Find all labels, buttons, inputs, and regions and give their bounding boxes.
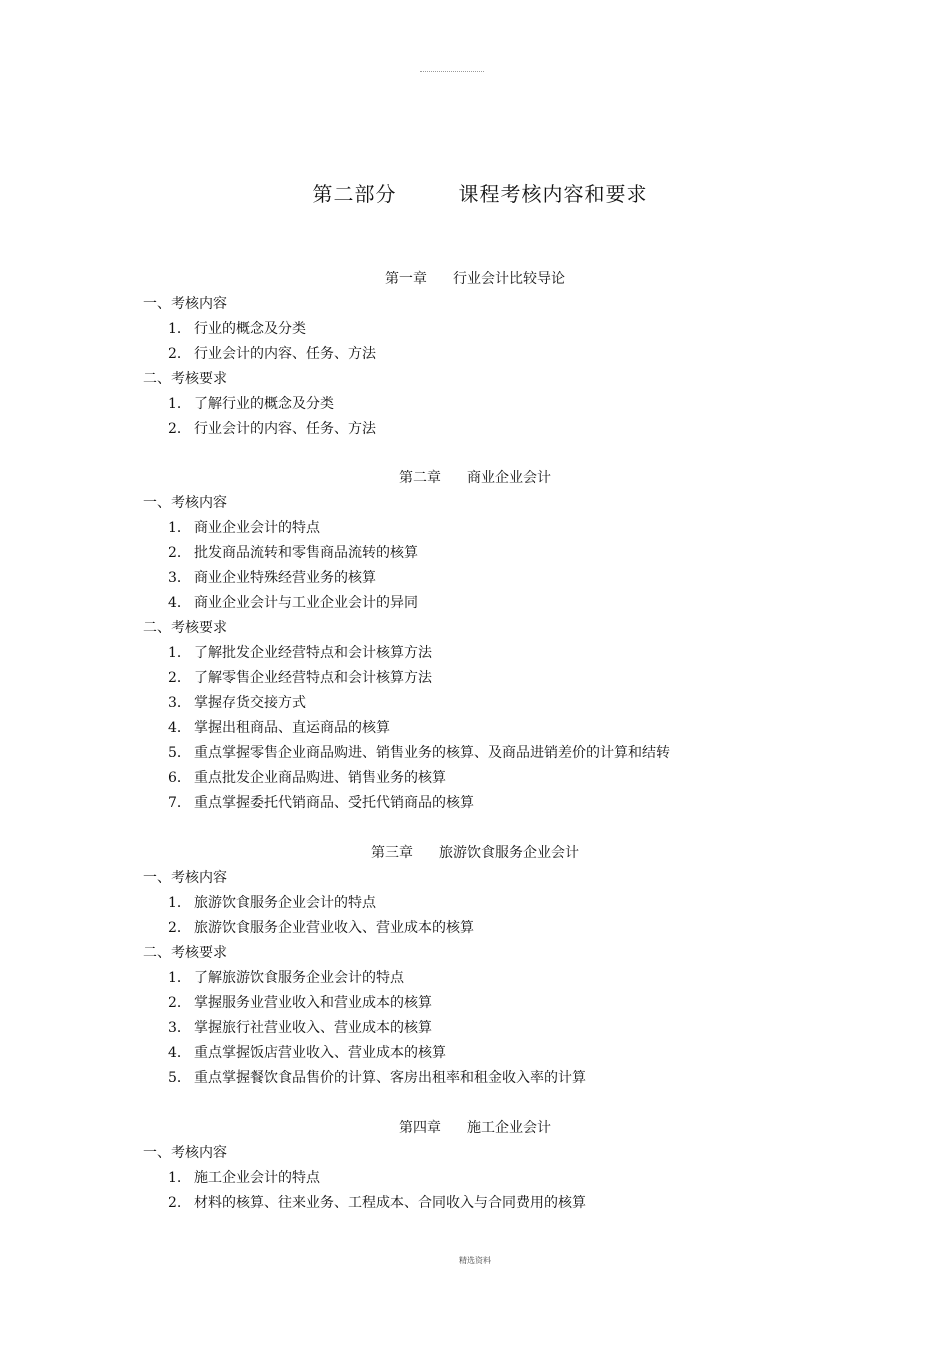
list-item-text: 重点掌握委托代销商品、受托代销商品的核算: [194, 795, 474, 811]
list-item-text: 了解行业的概念及分类: [194, 396, 334, 412]
list-item: [168, 769, 446, 787]
list-item-text: 掌握存货交接方式: [194, 695, 306, 711]
list-item: [168, 694, 306, 712]
list-item-text: 行业会计的内容、任务、方法: [194, 421, 376, 437]
list-item-number: 3．: [168, 1020, 191, 1036]
part-name: 课程考核内容和要求: [458, 182, 648, 206]
section-heading: 一、考核内容: [143, 495, 227, 511]
list-item: [168, 1169, 320, 1187]
list-item: [168, 1194, 586, 1212]
list-item-text: 重点掌握饭店营业收入、营业成本的核算: [194, 1045, 446, 1061]
list-item: [168, 794, 474, 812]
list-item-text: 商业企业会计与工业企业会计的异同: [194, 595, 418, 611]
chapter-title: 商业企业会计: [467, 470, 551, 486]
list-item-number: 3．: [168, 695, 191, 711]
header-dotted-rule: [420, 71, 484, 72]
list-item-text: 施工企业会计的特点: [194, 1170, 320, 1186]
list-item-number: 4．: [168, 1045, 191, 1061]
chapter-label: 第三章: [371, 845, 413, 861]
list-item-text: 掌握旅行社营业收入、营业成本的核算: [194, 1020, 432, 1036]
list-item-number: 1．: [168, 321, 191, 337]
list-item: [168, 345, 376, 363]
list-item-text: 重点掌握零售企业商品购进、销售业务的核算、及商品进销差价的计算和结转: [194, 745, 670, 761]
list-item-number: 5．: [168, 745, 191, 761]
list-item-text: 重点掌握餐饮食品售价的计算、客房出租率和租金收入率的计算: [194, 1070, 586, 1086]
list-item-number: 1．: [168, 396, 191, 412]
list-item-number: 2．: [168, 670, 191, 686]
list-item: [168, 644, 432, 662]
list-item: [168, 519, 320, 537]
list-item: [168, 569, 376, 587]
section-heading: 二、考核要求: [143, 620, 227, 636]
list-item: [168, 894, 376, 912]
section-heading: 一、考核内容: [143, 1145, 227, 1161]
list-item-number: 3．: [168, 570, 191, 586]
chapter-label: 第二章: [399, 470, 441, 486]
list-item-number: 1.: [168, 1170, 182, 1186]
list-item-number: 1．: [168, 970, 191, 986]
list-item-number: 1．: [168, 645, 191, 661]
list-item-number: 2．: [168, 421, 191, 437]
list-item: [168, 1069, 586, 1087]
section-heading: 一、考核内容: [143, 870, 227, 886]
section-heading: 二、考核要求: [143, 945, 227, 961]
list-item-text: 旅游饮食服务企业营业收入、营业成本的核算: [194, 920, 474, 936]
chapter-label: 第四章: [399, 1120, 441, 1136]
list-item: [168, 994, 432, 1012]
list-item-number: 7．: [168, 795, 191, 811]
list-item-text: 了解批发企业经营特点和会计核算方法: [194, 645, 432, 661]
list-item: [168, 1019, 432, 1037]
chapter-title: 行业会计比较导论: [453, 271, 565, 287]
chapter-label: 第一章: [385, 271, 427, 287]
list-item-number: 4．: [168, 595, 191, 611]
list-item: [168, 669, 432, 687]
list-item-number: 2．: [168, 545, 191, 561]
list-item-number: 2.: [168, 1195, 182, 1211]
part-title: [0, 178, 950, 207]
list-item-number: 2．: [168, 995, 191, 1011]
list-item-text: 商业企业会计的特点: [194, 520, 320, 536]
list-item: [168, 395, 334, 413]
list-item-number: 2．: [168, 920, 191, 936]
list-item-text: 重点批发企业商品购进、销售业务的核算: [194, 770, 446, 786]
chapter-heading: [0, 270, 950, 288]
chapter-heading: [0, 469, 950, 487]
list-item: [168, 594, 418, 612]
list-item-text: 行业会计的内容、任务、方法: [194, 346, 376, 362]
list-item: [168, 919, 474, 937]
list-item: [168, 719, 390, 737]
list-item-text: 批发商品流转和零售商品流转的核算: [194, 545, 418, 561]
list-item-text: 掌握出租商品、直运商品的核算: [194, 720, 390, 736]
list-item: [168, 744, 670, 762]
list-item: [168, 544, 418, 562]
chapter-heading: [0, 1119, 950, 1137]
part-label: 第二部分: [312, 182, 397, 206]
list-item-text: 了解零售企业经营特点和会计核算方法: [194, 670, 432, 686]
list-item-number: 6．: [168, 770, 191, 786]
list-item: [168, 1044, 446, 1062]
list-item-text: 材料的核算、往来业务、工程成本、合同收入与合同费用的核算: [194, 1195, 586, 1211]
list-item: [168, 969, 404, 987]
list-item-text: 了解旅游饮食服务企业会计的特点: [194, 970, 404, 986]
list-item-number: 1．: [168, 895, 191, 911]
list-item-number: 2．: [168, 346, 191, 362]
list-item-text: 商业企业特殊经营业务的核算: [194, 570, 376, 586]
list-item: [168, 420, 376, 438]
section-heading: 二、考核要求: [143, 371, 227, 387]
list-item-text: 旅游饮食服务企业会计的特点: [194, 895, 376, 911]
chapter-title: 旅游饮食服务企业会计: [439, 845, 579, 861]
page-footer: 精选资料: [459, 1256, 491, 1265]
list-item-text: 掌握服务业营业收入和营业成本的核算: [194, 995, 432, 1011]
list-item-number: 5．: [168, 1070, 191, 1086]
section-heading: 一、考核内容: [143, 296, 227, 312]
chapter-heading: [0, 844, 950, 862]
list-item-number: 4．: [168, 720, 191, 736]
list-item-number: 1．: [168, 520, 191, 536]
list-item: [168, 320, 306, 338]
list-item-text: 行业的概念及分类: [194, 321, 306, 337]
chapter-title: 施工企业会计: [467, 1120, 551, 1136]
